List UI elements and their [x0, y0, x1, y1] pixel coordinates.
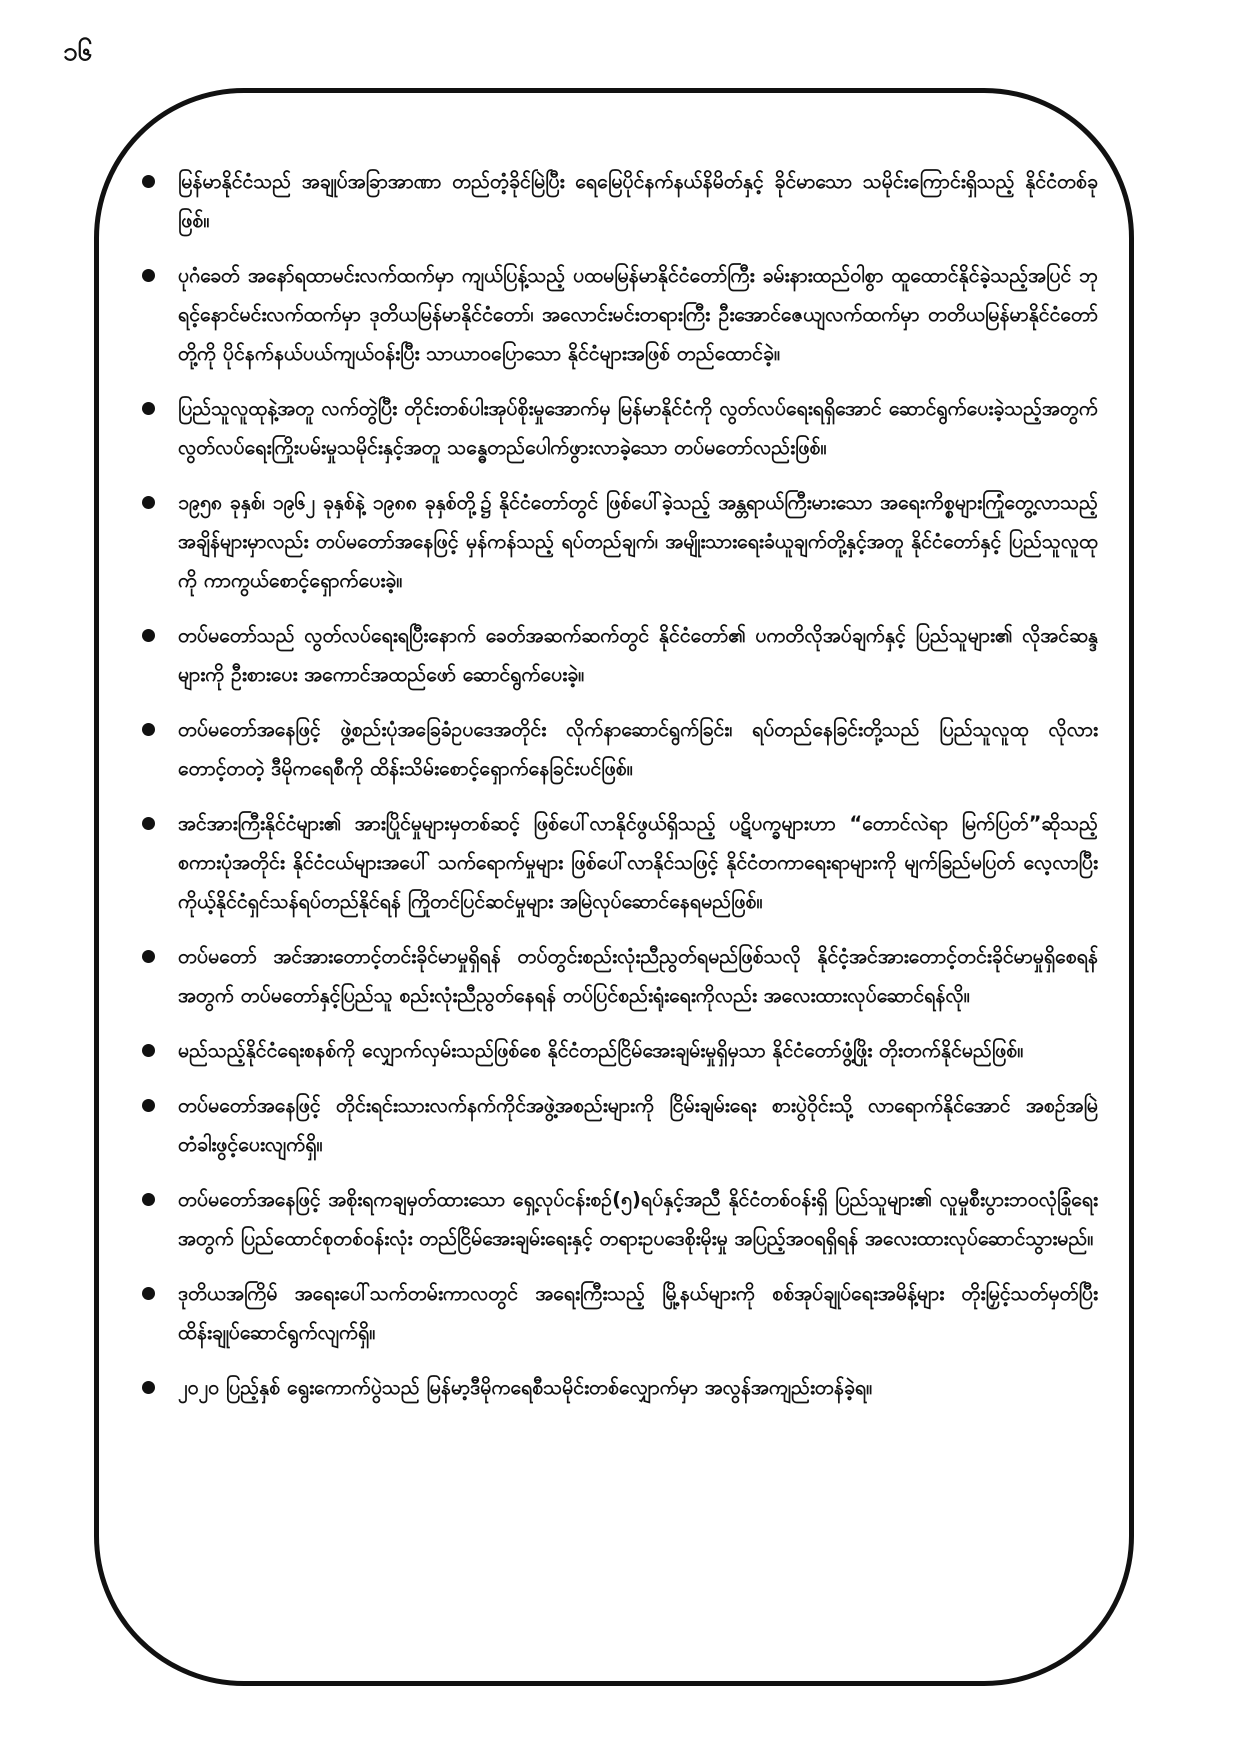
- list-item-text: တပ်မတော် အင်အားတောင့်တင်းခိုင်မာမှုရှိရန် တပ်တွင်းစည်းလုံးညီညွတ်ရမည်ဖြစ်သလို နိုင်ငံ့အင်အားတောင့်တင်းခိုင်မာမှုရှိစေရန်အတွက် တပ်မတော်နှင့်ပြည်သူ စည်းလုံးညီညွတ်နေရန် တပ်ပြင်စည်းရုံးရေးကိုလည်း အလေးထားလုပ်ဆောင်ရန်လို။: [178, 945, 1098, 1007]
- bullet-dot-icon: [142, 269, 155, 282]
- list-item: [138, 1180, 1098, 1258]
- list-item: [138, 937, 1098, 1015]
- bullet-dot-icon: [142, 723, 155, 736]
- list-item-text: တပ်မတော်အနေဖြင့် ဖွဲ့စည်းပုံအခြေခံဥပဒေအတိုင်း လိုက်နာဆောင်ရွက်ခြင်း၊ ရပ်တည်နေခြင်းတို့သည် ပြည်သူလူထု လိုလားတောင့်တတဲ့ ဒီမိုကရေစီကို ထိန်းသိမ်းစောင့်ရှောက်နေခြင်းပင်ဖြစ်။: [178, 718, 1098, 780]
- list-item-text: ဒုတိယအကြိမ် အရေးပေါ်သက်တမ်းကာလတွင် အရေးကြီးသည့် မြို့နယ်များကို စစ်အုပ်ချုပ်ရေးအမိန့်များ တိုးမြှင့်သတ်မှတ်ပြီး ထိန်းချုပ်ဆောင်ရွက်လျက်ရှိ။: [178, 1282, 1098, 1344]
- list-item: [138, 804, 1098, 921]
- list-item: [138, 1368, 1098, 1407]
- bullet-dot-icon: [142, 629, 155, 642]
- bullet-dot-icon: [142, 817, 155, 830]
- list-item-text: အင်အားကြီးနိုင်ငံများ၏ အားပြိုင်မှုများမှတစ်ဆင့် ဖြစ်ပေါ်လာနိုင်ဖွယ်ရှိသည့် ပဋိပက္ခများဟာ “တောင်လဲရာ မြက်ပြတ်”ဆိုသည့် စကားပုံအတိုင်း နိုင်ငံငယ်များအပေါ် သက်ရောက်မှုများ ဖြစ်ပေါ်လာနိုင်သဖြင့် နိုင်ငံတကာရေးရာများကို မျက်ခြည်မပြတ် လေ့လာပြီး ကိုယ့်နိုင်ငံရှင်သန်ရပ်တည်နိုင်ရန် ကြိုတင်ပြင်ဆင်မှုများ အမြဲလုပ်ဆောင်နေရမည်ဖြစ်။: [178, 812, 1098, 913]
- list-item: [138, 710, 1098, 788]
- list-item-text: မြန်မာနိုင်ငံသည် အချုပ်အခြာအာဏာ တည်တံ့ခိုင်မြဲပြီး ရေမြေပိုင်နက်နယ်နိမိတ်နှင့် ခိုင်မာသော သမိုင်းကြောင်းရှိသည့် နိုင်ငံတစ်ခုဖြစ်။: [178, 170, 1098, 232]
- bullet-dot-icon: [142, 1044, 155, 1057]
- list-item: [138, 1274, 1098, 1352]
- list-item: [138, 389, 1098, 467]
- list-item-text: တပ်မတော်အနေဖြင့် အစိုးရကချမှတ်ထားသော ရှေ့လုပ်ငန်းစဉ်(၅)ရပ်နှင့်အညီ နိုင်ငံတစ်ဝန်းရှိ ပြည်သူများ၏ လူမှုစီးပွားဘဝလုံခြုံရေးအတွက် ပြည်ထောင်စုတစ်ဝန်းလုံး တည်ငြိမ်အေးချမ်းရေးနှင့် တရားဥပဒေစိုးမိုးမှု အပြည့်အဝရရှိရန် အလေးထားလုပ်ဆောင်သွားမည်။: [178, 1188, 1098, 1250]
- bullet-dot-icon: [142, 496, 155, 509]
- page-number: ၁၆: [63, 37, 93, 67]
- list-item-text: မည်သည့်နိုင်ငံရေးစနစ်ကို လျှောက်လှမ်းသည်ဖြစ်စေ နိုင်ငံတည်ငြိမ်အေးချမ်းမှုရှိမှသာ နိုင်ငံတော်ဖွံ့ဖြိုး တိုးတက်နိုင်မည်ဖြစ်။: [178, 1039, 1024, 1062]
- bullet-dot-icon: [142, 402, 155, 415]
- bullet-list: [138, 162, 1098, 1423]
- list-item-text: ၁၉၅၈ ခုနှစ်၊ ၁၉၆၂ ခုနှစ်နဲ့ ၁၉၈၈ ခုနှစ်တို့၌ နိုင်ငံတော်တွင် ဖြစ်ပေါ်ခဲ့သည့် အန္တရာယ်ကြီးမားသော အရေးကိစ္စများကြုံတွေ့လာသည့်အချိန်များမှာလည်း တပ်မတော်အနေဖြင့် မှန်ကန်သည့် ရပ်တည်ချက်၊ အမျိုးသားရေးခံယူချက်တို့နှင့်အတူ နိုင်ငံတော်နှင့် ပြည်သူလူထုကို ကာကွယ်စောင့်ရှောက်ပေးခဲ့။: [178, 491, 1098, 592]
- list-item-text: ပုဂံခေတ် အနော်ရထာမင်းလက်ထက်မှာ ကျယ်ပြန့်သည့် ပထမမြန်မာနိုင်ငံတော်ကြီး ခမ်းနားထည်ဝါစွာ ထူထောင်နိုင်ခဲ့သည့်အပြင် ဘုရင့်နောင်မင်းလက်ထက်မှာ ဒုတိယမြန်မာနိုင်ငံတော်၊ အလောင်းမင်းတရားကြီး ဦးအောင်ဇေယျလက်ထက်မှာ တတိယမြန်မာနိုင်ငံတော်တို့ကို ပိုင်နက်နယ်ပယ်ကျယ်ဝန်းပြီး သာယာဝပြောသော နိုင်ငံများအဖြစ် တည်ထောင်ခဲ့။: [178, 264, 1098, 365]
- list-item: [138, 1031, 1098, 1070]
- list-item: [138, 1086, 1098, 1164]
- bullet-dot-icon: [142, 175, 155, 188]
- bullet-dot-icon: [142, 1193, 155, 1206]
- bullet-dot-icon: [142, 1381, 155, 1394]
- list-item-text: တပ်မတော်အနေဖြင့် တိုင်းရင်းသားလက်နက်ကိုင်အဖွဲ့အစည်းများကို ငြိမ်းချမ်းရေး စားပွဲဝိုင်းသို့ လာရောက်နိုင်အောင် အစဉ်အမြဲ တံခါးဖွင့်ပေးလျက်ရှိ။: [178, 1094, 1098, 1156]
- list-item-text: တပ်မတော်သည် လွတ်လပ်ရေးရပြီးနောက် ခေတ်အဆက်ဆက်တွင် နိုင်ငံတော်၏ ပကတိလိုအပ်ချက်နှင့် ပြည်သူများ၏ လိုအင်ဆန္ဒများကို ဦးစားပေး အကောင်အထည်ဖော် ဆောင်ရွက်ပေးခဲ့။: [178, 624, 1098, 686]
- bullet-dot-icon: [142, 1287, 155, 1300]
- list-item: [138, 616, 1098, 694]
- list-item: [138, 162, 1098, 240]
- list-item: [138, 256, 1098, 373]
- list-item-text: ပြည်သူလူထုနဲ့အတူ လက်တွဲပြီး တိုင်းတစ်ပါးအုပ်စိုးမှုအောက်မှ မြန်မာနိုင်ငံကို လွတ်လပ်ရေးရရှိအောင် ဆောင်ရွက်ပေးခဲ့သည့်အတွက် လွတ်လပ်ရေးကြိုးပမ်းမှုသမိုင်းနှင့်အတူ သန္ဓေတည်ပေါက်ဖွားလာခဲ့သော တပ်မတော်လည်းဖြစ်။: [178, 397, 1098, 459]
- bullet-dot-icon: [142, 950, 155, 963]
- list-item-text: ၂၀၂၀ ပြည့်နှစ် ရွေးကောက်ပွဲသည် မြန်မာ့ဒီမိုကရေစီသမိုင်းတစ်လျှောက်မှာ အလွန်အကျည်းတန်ခဲ့ရ။: [178, 1376, 873, 1399]
- bullet-dot-icon: [142, 1099, 155, 1112]
- list-item: [138, 483, 1098, 600]
